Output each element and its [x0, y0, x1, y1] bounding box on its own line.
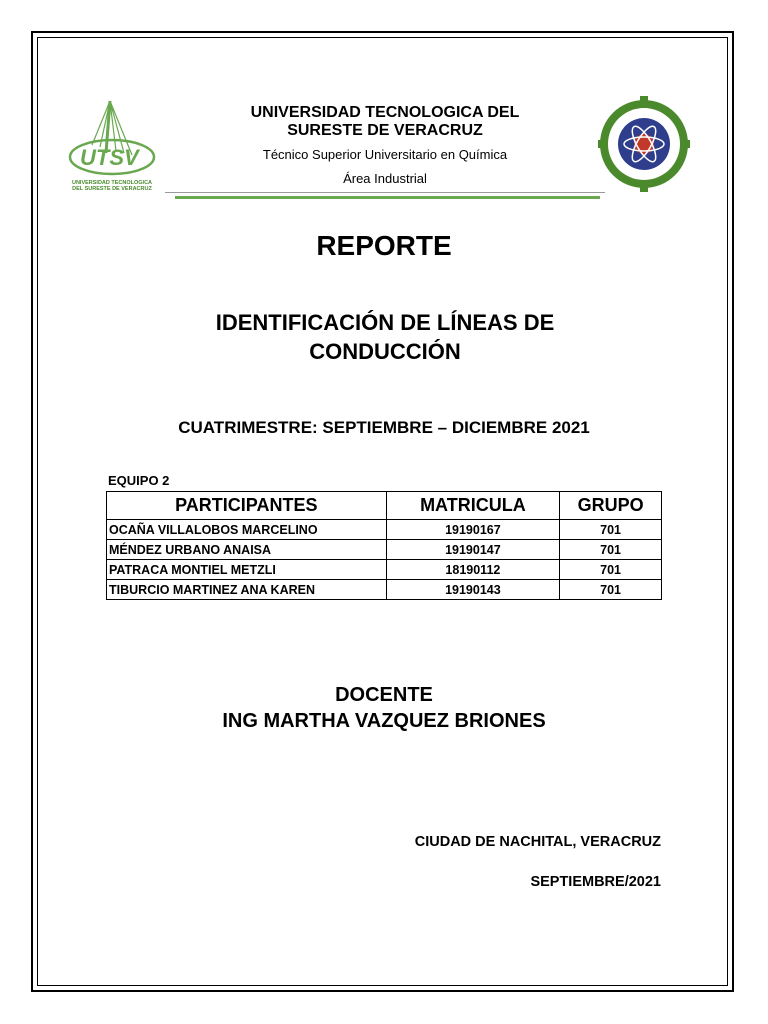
header-divider-green	[175, 196, 600, 199]
logo-monogram-ut: UTSV	[80, 145, 139, 170]
area-name: Área Industrial	[343, 171, 427, 186]
left-logo-caption-line2: DEL SURESTE DE VERACRUZ	[72, 186, 152, 192]
header-participantes: PARTICIPANTES	[107, 492, 387, 520]
table-header-row	[107, 492, 662, 520]
participants-table	[106, 491, 662, 600]
participant-name: PATRACA MONTIEL METZLI	[107, 560, 387, 580]
participant-matricula: 19190147	[386, 540, 560, 560]
docente-label: DOCENTE	[335, 684, 433, 706]
participant-matricula: 19190167	[386, 520, 560, 540]
team-label: EQUIPO 2	[108, 473, 170, 488]
left-logo-caption-line1: UNIVERSIDAD TECNOLOGICA	[71, 180, 153, 186]
header-matricula: MATRICULA	[386, 492, 560, 520]
participant-grupo: 701	[560, 580, 662, 600]
table-row	[107, 580, 662, 600]
term-label: CUATRIMESTRE: SEPTIEMBRE – DICIEMBRE 2021	[178, 418, 590, 437]
participant-grupo: 701	[560, 560, 662, 580]
city-label: CIUDAD DE NACHITAL, VERACRUZ	[414, 834, 661, 850]
table-row	[107, 560, 662, 580]
report-title: REPORTE	[316, 230, 452, 261]
report-subtitle: IDENTIFICACIÓN DE LÍNEAS DE CONDUCCIÓN	[215, 310, 555, 364]
participant-grupo: 701	[560, 520, 662, 540]
participant-name: TIBURCIO MARTINEZ ANA KAREN	[107, 580, 387, 600]
quimica-gear-emblem-icon	[598, 96, 690, 192]
participant-name: OCAÑA VILLALOBOS MARCELINO	[107, 520, 387, 540]
program-name: Técnico Superior Universitario en Química	[262, 147, 508, 162]
university-name-line2: SURESTE DE VERACRUZ	[287, 122, 483, 139]
header-divider-grey	[165, 192, 605, 193]
header-grupo: GRUPO	[560, 492, 662, 520]
date-label: SEPTIEMBRE/2021	[530, 874, 661, 890]
university-name-line1: UNIVERSIDAD TECNOLOGICA DEL	[250, 104, 520, 121]
left-logo-caption	[66, 180, 158, 192]
table-row	[107, 540, 662, 560]
table-row	[107, 520, 662, 540]
participant-matricula: 18190112	[386, 560, 560, 580]
participant-grupo: 701	[560, 540, 662, 560]
docente-name: ING MARTHA VAZQUEZ BRIONES	[222, 710, 546, 732]
participant-name: MÉNDEZ URBANO ANAISA	[107, 540, 387, 560]
participant-matricula: 19190143	[386, 580, 560, 600]
